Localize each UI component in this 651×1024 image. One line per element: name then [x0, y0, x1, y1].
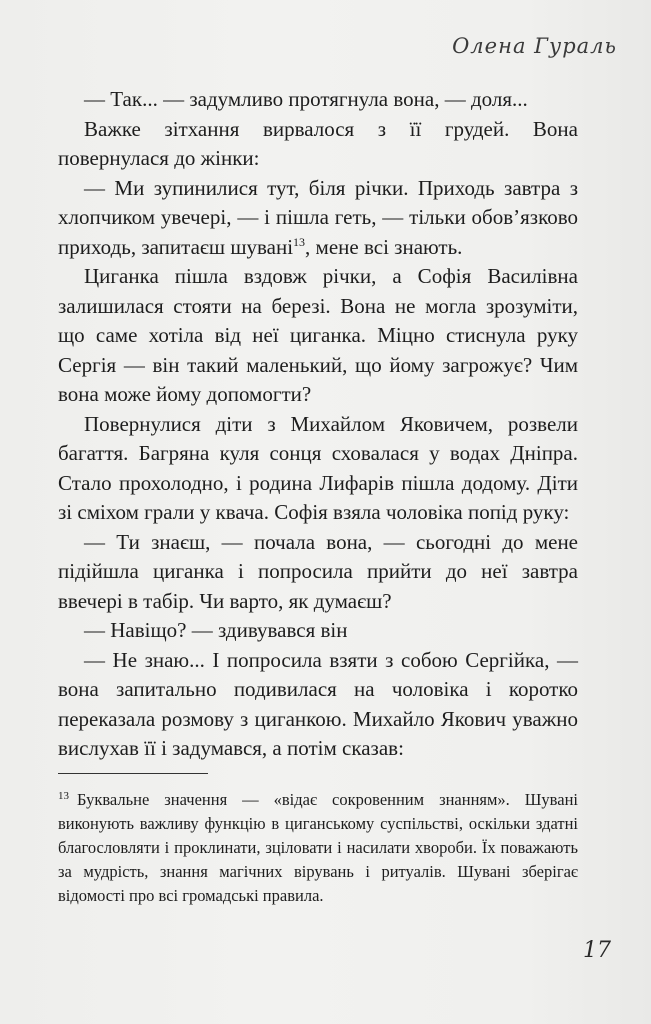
footnote-text: Буквальне значення — «відає сокровенним знанням». Шувані виконують важливу функцію в циганському суспільстві, оскільки здатні благословляти і проклинати, зціловати і насилати хвороби. Їх поважають за мудрість, знання магічних вірувань і ритуалів. Шувані зберігає відомості про всі громадські правила.	[58, 790, 578, 905]
paragraph: — Так... — задумливо протягнула вона, — доля...	[84, 87, 528, 111]
paragraph: Повернулися діти з Михайлом Яковичем, розвели багаття. Багряна куля сонця сховалася у водах Дніпра. Стало прохолодно, і родина Лифарів пішла додому. Діти зі сміхом грали у квача. Софія взяла чоловіка попід руку:	[58, 411, 578, 524]
footnote-number: 13	[58, 789, 69, 802]
paragraph: — Не знаю... І попросила взяти з собою Сергійка, — вона запитально подивилася на чоловіка і коротко переказала розмову з циганкою. Михайло Якович уважно вислухав її і задумався, а потім сказав:	[58, 647, 578, 760]
running-head-author: Олена Гураль	[452, 34, 617, 58]
footnote-text-block	[58, 788, 578, 908]
paragraph: — Навіщо? — здивувався він	[84, 618, 348, 642]
paragraph: — Ти знаєш, — почала вона, — сьогодні до мене підійшла циганка і попросила прийти до неї завтра ввечері в табір. Чи варто, як думаєш?	[58, 529, 578, 613]
paragraph: Циганка пішла вздовж річки, а Софія Василівна залишилася стояти на березі. Вона не могла зрозуміти, що саме хотіла від неї циганка. Міцно стиснула руку Сергія — він такий маленький, що йому загрожує? Чим вона може йому допомогти?	[58, 264, 578, 406]
paragraph-text-tail: , мене всі знають.	[305, 234, 463, 259]
paragraph-with-footnote	[58, 174, 578, 263]
footnote	[58, 788, 578, 908]
page-number: 17	[583, 938, 611, 963]
footnote-reference: 13	[293, 234, 306, 249]
paragraph-text: — Ми зупинилися тут, біля річки. Приходь завтра з хлопчиком увечері, — і пішла геть, — тільки обов’язково приходь, запитаєш шувані	[58, 175, 578, 259]
footnote-divider	[58, 773, 208, 774]
paragraph: Важке зітхання вирвалося з її грудей. Вона повернулася до жінки:	[58, 116, 578, 170]
main-text	[58, 85, 578, 764]
